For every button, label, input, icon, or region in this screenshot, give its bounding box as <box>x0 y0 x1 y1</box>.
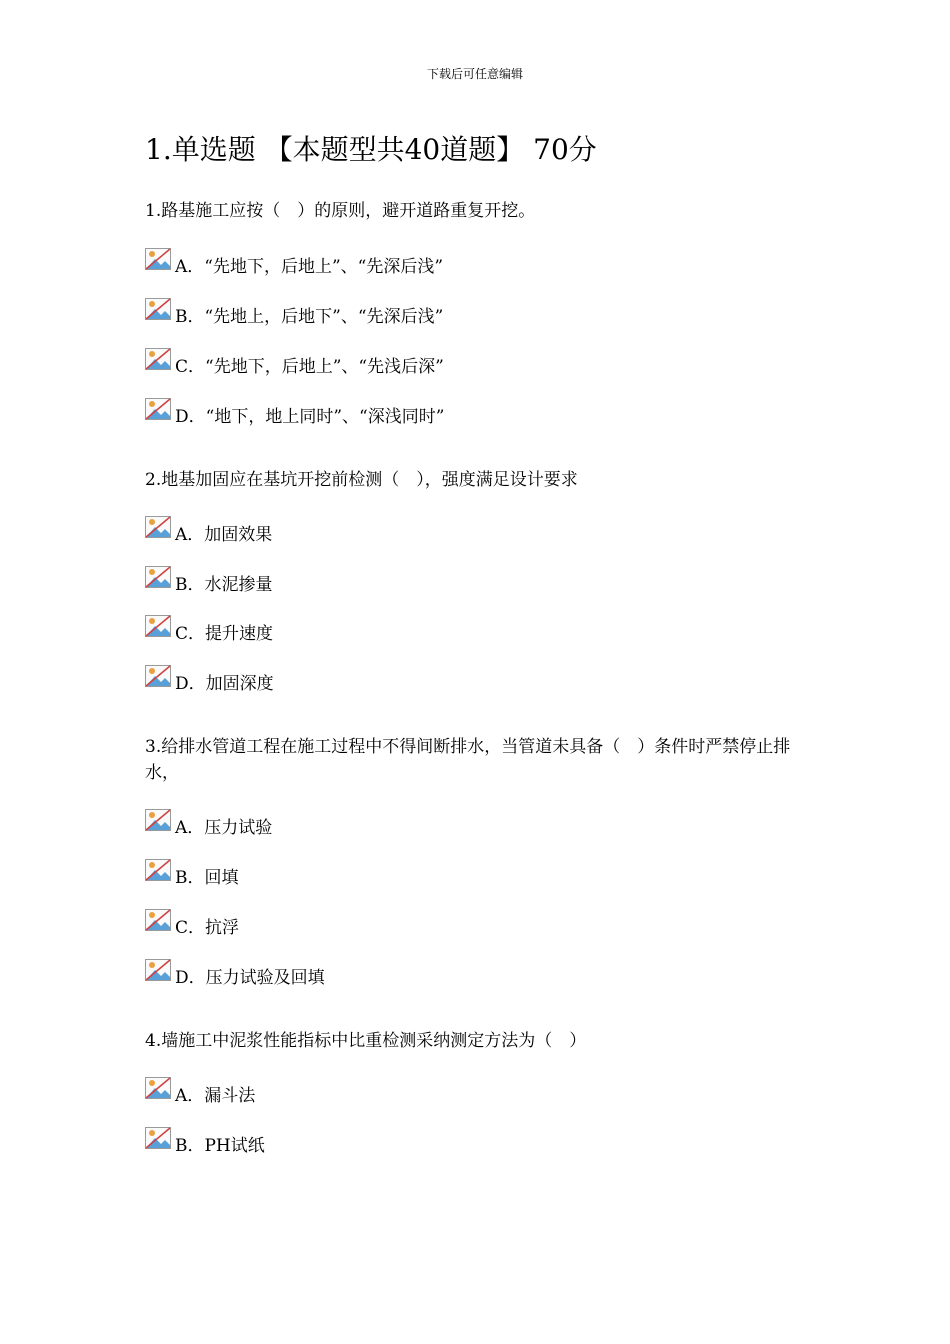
broken-image-icon <box>145 965 175 991</box>
broken-image-icon <box>145 404 175 430</box>
broken-image-icon <box>145 304 175 330</box>
option-2b[interactable] <box>145 572 273 598</box>
option-label: A．漏斗法 <box>175 1086 256 1106</box>
option-label: C．“先地下，后地上”、“先浅后深” <box>175 357 444 377</box>
broken-image-icon <box>145 915 175 941</box>
broken-image-icon <box>145 254 175 280</box>
broken-image-icon <box>145 522 175 548</box>
question-3: 3.给排水管道工程在施工过程中不得间断排水，当管道未具备（ ）条件时严禁停止排水， <box>145 737 791 783</box>
broken-image-icon <box>145 1083 175 1109</box>
option-1a[interactable] <box>145 254 443 280</box>
option-3d[interactable] <box>145 965 325 991</box>
option-label: B．“先地上，后地下”、“先深后浅” <box>175 307 444 327</box>
option-4b[interactable] <box>145 1133 265 1159</box>
option-label: B．PH试纸 <box>175 1136 265 1156</box>
option-label: A．加固效果 <box>175 525 273 545</box>
broken-image-icon <box>145 815 175 841</box>
option-label: D．压力试验及回填 <box>175 968 325 988</box>
option-4a[interactable] <box>145 1083 255 1109</box>
broken-image-icon <box>145 572 175 598</box>
option-2a[interactable] <box>145 522 272 548</box>
broken-image-icon <box>145 354 175 380</box>
option-label: D．“地下，地上同时”、“深浅同时” <box>175 407 445 427</box>
option-label: B．回填 <box>175 868 239 888</box>
option-label: C．提升速度 <box>175 624 274 644</box>
option-3a[interactable] <box>145 815 272 841</box>
broken-image-icon <box>145 671 175 697</box>
option-3c[interactable] <box>145 915 239 941</box>
option-label: D．加固深度 <box>175 674 274 694</box>
option-2c[interactable] <box>145 621 273 647</box>
broken-image-icon <box>145 621 175 647</box>
option-label: A．压力试验 <box>175 818 273 838</box>
option-label: A．“先地下，后地上”、“先深后浅” <box>175 257 444 277</box>
option-1b[interactable] <box>145 304 443 330</box>
broken-image-icon <box>145 865 175 891</box>
option-label: B．水泥掺量 <box>175 575 273 595</box>
broken-image-icon <box>145 1133 175 1159</box>
option-label: C．抗浮 <box>175 918 240 938</box>
option-2d[interactable] <box>145 671 274 697</box>
section-title: 1.单选题 【本题型共40道题】 70分 <box>145 133 597 166</box>
option-1c[interactable] <box>145 354 444 380</box>
question-2: 2.地基加固应在基坑开挖前检测（ ），强度满足设计要求 <box>145 470 578 490</box>
option-1d[interactable] <box>145 404 444 430</box>
option-3b[interactable] <box>145 865 239 891</box>
page-header: 下载后可任意编辑 <box>426 67 523 81</box>
question-1: 1.路基施工应按（ ）的原则，避开道路重复开挖。 <box>145 201 536 221</box>
question-4: 4.墙施工中泥浆性能指标中比重检测采纳测定方法为（ ） <box>145 1031 587 1051</box>
